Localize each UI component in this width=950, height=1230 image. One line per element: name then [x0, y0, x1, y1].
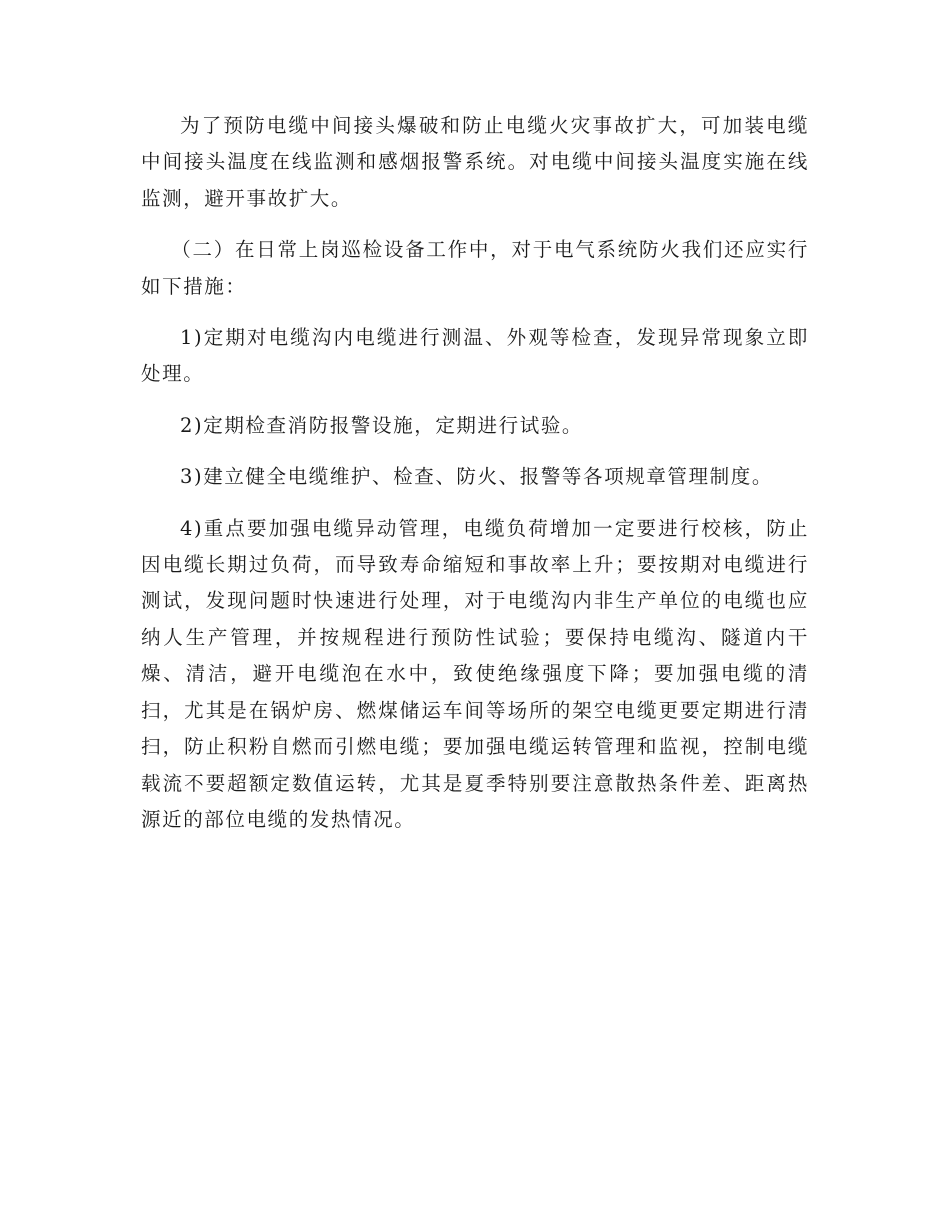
section-heading-inspection-measures: （二）在日常上岗巡检设备工作中，对于电气系统防火我们还应实行如下措施： [141, 238, 809, 298]
list-item-4: 4)重点要加强电缆异动管理，电缆负荷增加一定要进行校核，防止因电缆长期过负荷，而导致寿命缩短和事故率上升；要按期对电缆进行测试，发现问题时快速进行处理，对于电缆沟内非生产单位的电缆也应纳人生产管理，并按规程进行预防性试验；要保持电缆沟、隧道内干燥、清洁，避开电缆泡在水中，致使绝缘强度下降；要加强电缆的清扫，尤其是在锅炉房、燃煤储运车间等场所的架空电缆更要定期进行清扫，防止积粉自燃而引燃电缆；要加强电缆运转管理和监视，控制电缆载流不要超额定数值运转，尤其是夏季特别要注意散热条件差、距离热源近的部位电缆的发热情况。 [141, 516, 809, 831]
document-body [141, 108, 809, 853]
list-item-2: 2)定期检查消防报警设施，定期进行试验。 [180, 413, 584, 437]
paragraph-cable-joint-monitoring: 为了预防电缆中间接头爆破和防止电缆火灾事故扩大，可加装电缆中间接头温度在线监测和感烟报警系统。对电缆中间接头温度实施在线监测，避开事故扩大。 [141, 114, 809, 210]
list-item-3: 3)建立健全电缆维护、检查、防火、报警等各项规章管理制度。 [180, 465, 773, 489]
list-item-1: 1)定期对电缆沟内电缆进行测温、外观等检查，发现异常现象立即处理。 [141, 326, 809, 386]
